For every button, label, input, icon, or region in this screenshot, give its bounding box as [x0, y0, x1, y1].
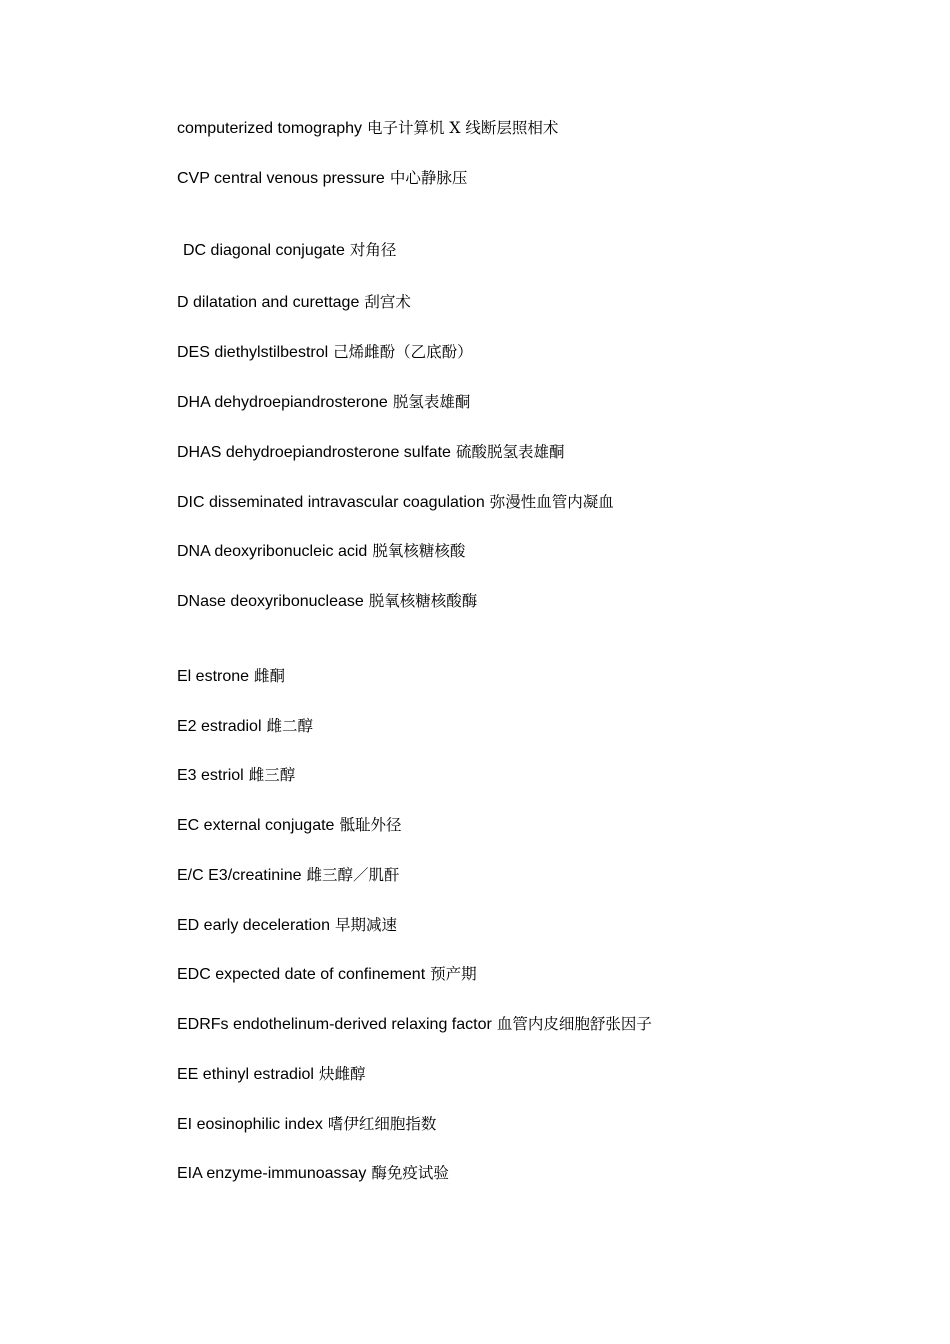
entry-term: E/C E3/creatinine — [177, 867, 302, 884]
glossary-entry — [183, 240, 396, 261]
entry-translation: 骶耻外径 — [339, 816, 402, 834]
entry-term: DHAS dehydroepiandrosterone sulfate — [177, 444, 451, 461]
entry-translation: 炔雌醇 — [318, 1065, 366, 1083]
entry-term: EI eosinophilic index — [177, 1116, 323, 1133]
entry-term: DC diagonal conjugate — [183, 242, 345, 259]
glossary-entry — [177, 915, 397, 936]
glossary-entry — [177, 292, 411, 313]
entry-translation: 己烯雌酚（乙底酚） — [333, 343, 473, 361]
entry-term: EC external conjugate — [177, 817, 335, 834]
entry-term: E3 estriol — [177, 767, 244, 784]
entry-term: DES diethylstilbestrol — [177, 344, 329, 361]
entry-term: EDC expected date of confinement — [177, 966, 426, 983]
glossary-entry — [177, 765, 295, 786]
glossary-entry — [177, 342, 473, 363]
entry-term: computerized tomography — [177, 120, 362, 137]
glossary-entry — [177, 118, 558, 139]
glossary-entry — [177, 1064, 365, 1085]
glossary-entry — [177, 392, 470, 413]
entry-term: El estrone — [177, 668, 250, 685]
entry-term: EIA enzyme-immunoassay — [177, 1165, 367, 1182]
entry-translation: 弥漫性血管内凝血 — [489, 493, 614, 511]
entry-translation: 雌三醇／肌酐 — [306, 866, 400, 884]
entry-translation: 电子计算机 X 线断层照相术 — [366, 119, 559, 137]
glossary-entry — [177, 1014, 652, 1035]
entry-translation: 脱氢表雄酮 — [392, 393, 471, 411]
entry-translation: 血管内皮细胞舒张因子 — [496, 1015, 652, 1033]
glossary-entry — [177, 1163, 449, 1184]
entry-term: EE ethinyl estradiol — [177, 1066, 314, 1083]
entry-term: E2 estradiol — [177, 718, 262, 735]
entry-translation: 酶免疫试验 — [371, 1164, 449, 1182]
glossary-entry — [177, 716, 313, 737]
entry-translation: 对角径 — [349, 241, 397, 259]
glossary-entry — [177, 168, 467, 189]
glossary-entry — [177, 666, 285, 687]
glossary-entry — [177, 541, 465, 562]
glossary-entry — [177, 442, 564, 463]
entry-translation: 雌酮 — [254, 667, 286, 685]
entry-translation: 雌三醇 — [248, 766, 296, 784]
glossary-entry — [177, 591, 477, 612]
entry-term: DHA dehydroepiandrosterone — [177, 394, 388, 411]
glossary-entry — [177, 964, 477, 985]
glossary-entry — [177, 865, 400, 886]
entry-translation: 早期减速 — [334, 916, 397, 934]
entry-term: D dilatation and curettage — [177, 294, 360, 311]
entry-term: EDRFs endothelinum-derived relaxing factor — [177, 1016, 492, 1033]
entry-translation: 预产期 — [430, 965, 477, 983]
entry-translation: 脱氧核糖核酸 — [372, 542, 466, 560]
entry-term: DIC disseminated intravascular coagulation — [177, 494, 485, 511]
glossary-entry — [177, 492, 614, 513]
entry-term: CVP central venous pressure — [177, 170, 385, 187]
entry-translation: 雌二醇 — [266, 717, 314, 735]
entry-term: ED early deceleration — [177, 917, 330, 934]
entry-term: DNA deoxyribonucleic acid — [177, 543, 368, 560]
glossary-entry — [177, 1114, 436, 1135]
entry-translation: 嗜伊红细胞指数 — [327, 1115, 437, 1133]
entry-term: DNase deoxyribonuclease — [177, 593, 364, 610]
entry-translation: 中心静脉压 — [389, 169, 468, 187]
glossary-entry — [177, 815, 401, 836]
entry-translation: 硫酸脱氢表雄酮 — [455, 443, 565, 461]
entry-translation: 脱氧核糖核酸酶 — [368, 592, 478, 610]
entry-translation: 刮宫术 — [364, 293, 411, 311]
